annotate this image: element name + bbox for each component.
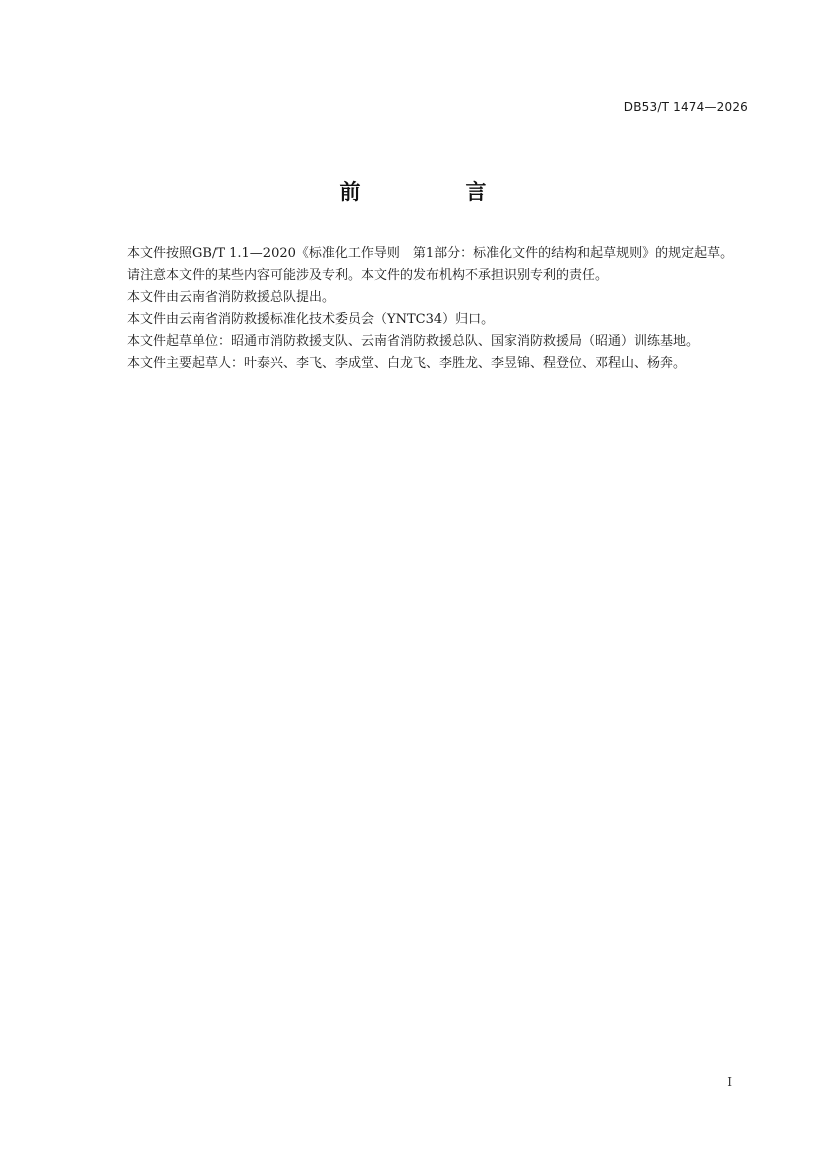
paragraph-drafting-units: 本文件起草单位：昭通市消防救援支队、云南省消防救援总队、国家消防救援局（昭通）训练基地。: [127, 334, 700, 349]
paragraph-patent-notice: 请注意本文件的某些内容可能涉及专利。本文件的发布机构不承担识别专利的责任。: [127, 268, 609, 283]
paragraph-drafters: 本文件主要起草人：叶泰兴、李飞、李成堂、白龙飞、李胜龙、李昱锦、程登位、邓程山、杨奔。: [127, 356, 687, 371]
paragraph-proposer: 本文件由云南省消防救援总队提出。: [127, 290, 336, 305]
paragraph-committee: 本文件由云南省消防救援标准化技术委员会（YNTC34）归口。: [127, 312, 495, 327]
page-title: 前 言: [339, 180, 529, 204]
paragraph-drafting-rules: 本文件按照GB/T 1.1—2020《标准化工作导则 第1部分：标准化文件的结构和起草规则》的规定起草。: [127, 246, 734, 261]
document-body: [99, 243, 749, 375]
page-number: I: [727, 1075, 732, 1089]
standard-code: DB53/T 1474—2026: [623, 100, 748, 114]
